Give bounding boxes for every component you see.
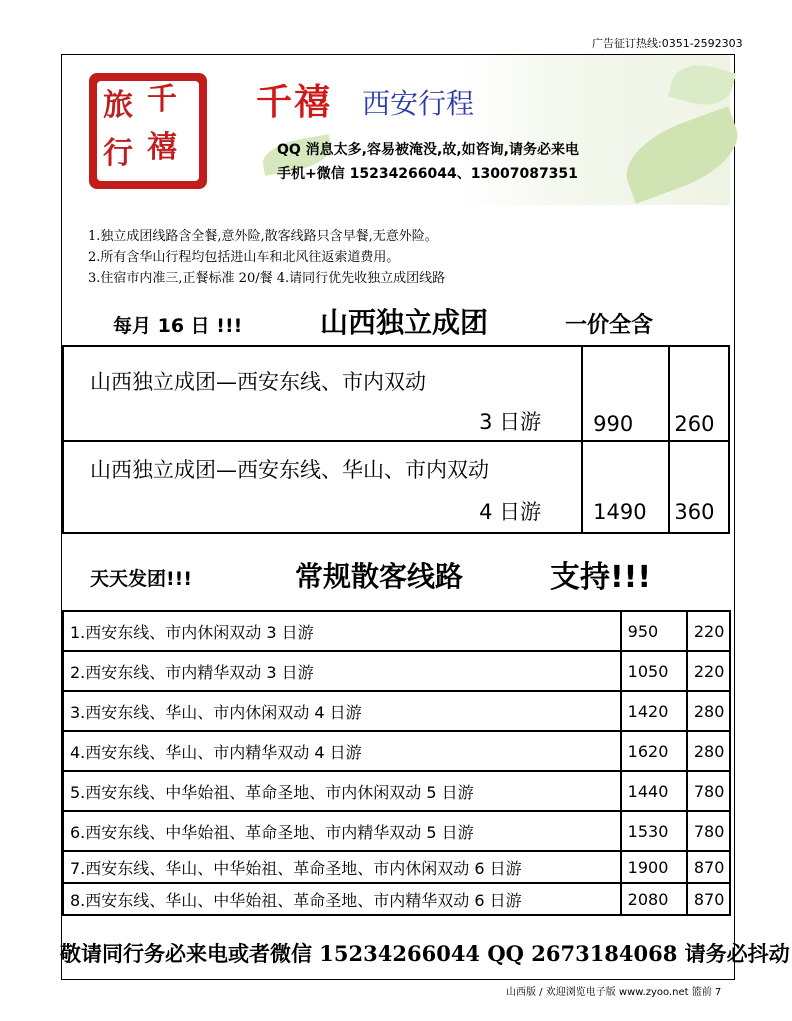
tour-name: 8.西安东线、华山、中华始祖、革命圣地、市内精华双动 6 日游 (63, 883, 621, 915)
seal-char: 行 (103, 136, 133, 171)
leaf-decoration (615, 106, 748, 203)
price-cell: 780 (687, 771, 730, 811)
banner-phone: 手机+微信 15234266044、13007087351 (277, 166, 578, 182)
tour-days: 4 日游 (479, 500, 542, 524)
table-row (63, 441, 729, 533)
tour-name: 2.西安东线、市内精华双动 3 日游 (63, 651, 621, 691)
price-cell: 220 (687, 651, 730, 691)
tour-cell (63, 346, 582, 441)
brand-logo: 千禧 (256, 81, 333, 123)
price-cell: 2080 (621, 883, 687, 915)
tour-cell (63, 441, 582, 533)
price-cell: 1620 (621, 731, 687, 771)
section2-title: 常规散客线路 (295, 560, 464, 593)
price-cell: 1420 (621, 691, 687, 731)
tour-name: 3.西安东线、华山、市内休闲双动 4 日游 (63, 691, 621, 731)
price-cell: 280 (687, 731, 730, 771)
tour-name: 1.西安东线、市内休闲双动 3 日游 (63, 611, 621, 651)
table-row (63, 651, 730, 691)
price-cell: 950 (621, 611, 687, 651)
tour-name: 4.西安东线、华山、市内精华双动 4 日游 (63, 731, 621, 771)
tour-name: 山西独立成团—西安东线、华山、市内双动 (90, 458, 489, 482)
price-cell: 780 (687, 811, 730, 851)
price-cell: 1530 (621, 811, 687, 851)
table-row (63, 851, 730, 883)
price-cell: 220 (687, 611, 730, 651)
price-cell: 260 (669, 346, 729, 441)
section1-prefix: 每月 16 日 !!! (113, 315, 243, 337)
tour-name: 5.西安东线、中华始祖、革命圣地、市内休闲双动 5 日游 (63, 771, 621, 811)
table-row (63, 883, 730, 915)
seal-char: 千 (147, 82, 177, 117)
seal-char: 禧 (147, 130, 177, 165)
tour-name: 山西独立成团—西安东线、市内双动 (90, 370, 426, 394)
section2-suffix: 支持!!! (550, 560, 652, 595)
price-cell: 870 (687, 851, 730, 883)
banner-title: 西安行程 (362, 87, 475, 120)
tour-name: 6.西安东线、中华始祖、革命圣地、市内精华双动 5 日游 (63, 811, 621, 851)
table-row (63, 346, 729, 441)
tour-days: 3 日游 (479, 410, 542, 434)
price-cell: 1440 (621, 771, 687, 811)
group-tour-table (62, 345, 730, 534)
table-row (63, 771, 730, 811)
leaf-decoration (668, 58, 736, 112)
note-1: 1.独立成团线路含全餐,意外险,散客线路只含早餐,无意外险。 (88, 229, 438, 244)
note-2: 2.所有含华山行程均包括进山车和北风往返索道费用。 (88, 250, 400, 265)
contact-line: 敬请同行务必来电或者微信 15234266044 QQ 2673184068 请务必抖动 (60, 941, 790, 966)
price-cell: 1900 (621, 851, 687, 883)
table-row (63, 691, 730, 731)
brand-seal (89, 73, 207, 189)
table-row (63, 611, 730, 651)
price-cell: 1490 (582, 441, 669, 533)
seal-char: 旅 (103, 88, 133, 123)
section1-title: 山西独立成团 (320, 306, 489, 339)
page-footer: 山西版 / 欢迎浏览电子版 www.zyoo.net 篮前 7 (506, 987, 722, 998)
section2-prefix: 天天发团!!! (90, 568, 192, 590)
banner-notice: QQ 消息太多,容易被淹没,故,如咨询,请务必来电 (277, 142, 579, 158)
section1-suffix: 一价全含 (565, 313, 654, 338)
price-cell: 360 (669, 441, 729, 533)
price-cell: 1050 (621, 651, 687, 691)
tour-name: 7.西安东线、华山、中华始祖、革命圣地、市内休闲双动 6 日游 (63, 851, 621, 883)
note-3: 3.住宿市内准三,正餐标准 20/餐 4.请同行优先收独立成团线路 (88, 271, 446, 286)
table-row (63, 731, 730, 771)
price-cell: 870 (687, 883, 730, 915)
ad-hotline: 广告征订热线:0351-2592303 (592, 37, 743, 50)
table-row (63, 811, 730, 851)
regular-tour-table (62, 610, 731, 916)
price-cell: 990 (582, 346, 669, 441)
price-cell: 280 (687, 691, 730, 731)
